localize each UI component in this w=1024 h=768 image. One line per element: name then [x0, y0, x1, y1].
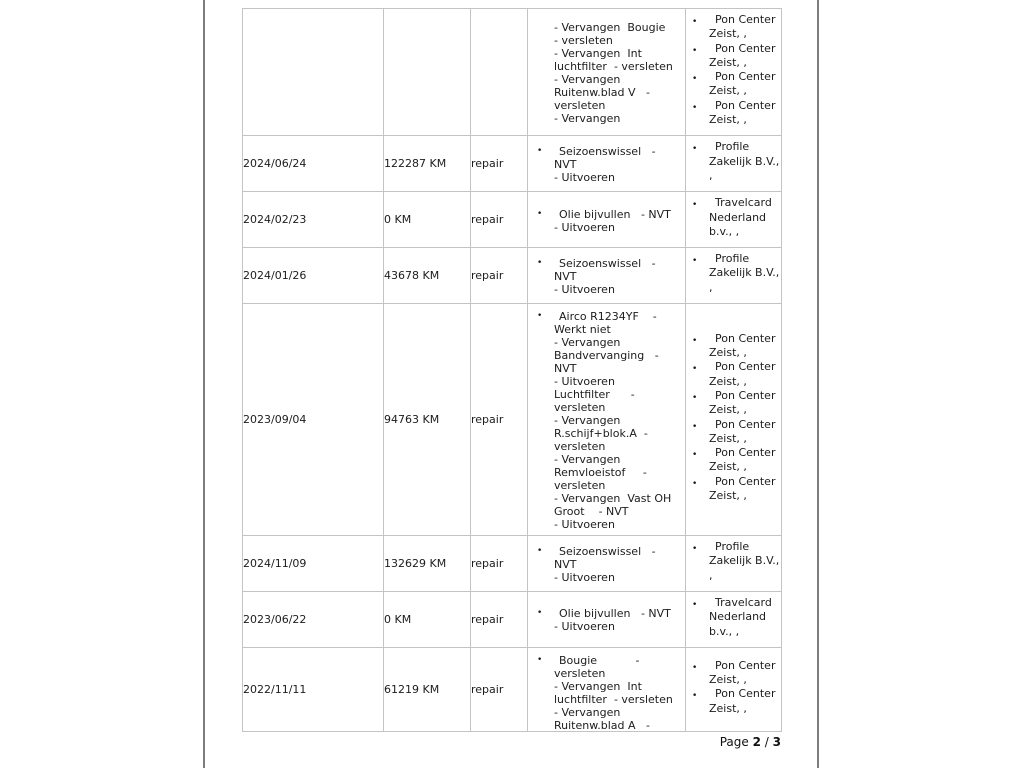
current-page: 2 — [752, 734, 761, 749]
description-line: Ruitenw.blad A - — [554, 718, 650, 731]
description-line: - Uitvoeren — [554, 620, 615, 634]
cell-mileage — [384, 9, 471, 136]
bullet-icon: • — [692, 17, 698, 27]
description-line: Seizoenswissel - — [559, 544, 656, 558]
description-line: Seizoenswissel - — [559, 145, 656, 159]
company-item — [686, 332, 780, 361]
cell-description — [528, 304, 686, 536]
description-line: versleten — [554, 440, 606, 454]
company-item — [686, 99, 780, 128]
company-name: Pon Center Zeist, , — [709, 687, 776, 715]
bullet-icon: • — [692, 335, 698, 346]
company-item — [686, 140, 780, 183]
description-item — [528, 601, 685, 637]
description-line: - versleten — [554, 34, 613, 48]
cell-mileage: 61219 KM — [384, 647, 471, 731]
cell-date: 2023/09/04 — [243, 304, 384, 536]
bullet-icon: • — [537, 258, 543, 269]
company-name: Travelcard Nederland b.v., , — [709, 595, 772, 638]
cell-date: 2024/06/24 — [243, 136, 384, 192]
description-line: - Vervangen — [554, 453, 621, 467]
company-item — [686, 540, 780, 583]
bullet-icon: • — [692, 392, 698, 403]
company-item — [686, 70, 780, 99]
cell-repair-type: repair — [471, 536, 528, 592]
company-item — [686, 389, 780, 418]
page-label: Page — [719, 734, 749, 749]
cell-date: 2024/02/23 — [243, 192, 384, 248]
page-right-edge — [817, 0, 819, 768]
cell-description — [528, 192, 686, 248]
company-item — [686, 475, 780, 504]
description-line: - Uitvoeren — [554, 283, 615, 297]
description-line: - Uitvoeren — [554, 171, 615, 185]
table-row — [243, 136, 782, 192]
description-item — [528, 648, 685, 731]
cell-mileage: 0 KM — [384, 591, 471, 647]
company-item — [686, 42, 780, 71]
company-item — [686, 659, 780, 688]
company-name: Profile Zakelijk B.V., , — [709, 540, 780, 582]
company-name: Pon Center Zeist, , — [709, 388, 776, 417]
description-line: Airco R1234YF - — [559, 310, 657, 324]
description-item — [528, 139, 685, 188]
company-name: Pon Center Zeist, , — [709, 331, 776, 360]
bullet-icon: • — [537, 545, 543, 556]
cell-repair-type: repair — [471, 591, 528, 647]
description-line: Ruitenw.blad V - — [554, 86, 650, 100]
description-line: luchtfilter - versleten — [554, 692, 673, 706]
cell-company — [686, 591, 782, 647]
description-line: versleten — [554, 479, 606, 493]
description-line: - Vervangen Int — [554, 679, 642, 693]
table-row — [243, 647, 782, 731]
table-row — [243, 591, 782, 647]
cell-description — [528, 536, 686, 592]
page-separator: / — [764, 734, 769, 749]
document-page[interactable] — [205, 0, 817, 768]
description-line: Luchtfilter - — [554, 388, 635, 402]
company-name: Pon Center Zeist, , — [709, 360, 776, 388]
cell-company — [686, 647, 782, 731]
company-name: Profile Zakelijk B.V., , — [709, 140, 780, 182]
description-line: versleten — [554, 99, 606, 113]
cell-date — [243, 9, 384, 136]
bullet-icon: • — [692, 74, 698, 85]
description-item — [528, 539, 685, 588]
bullet-icon: • — [692, 200, 698, 211]
company-name: Pon Center Zeist, , — [709, 41, 776, 69]
table-row — [243, 9, 782, 136]
cell-date: 2024/11/09 — [243, 536, 384, 592]
cell-date: 2023/06/22 — [243, 591, 384, 647]
cell-date: 2024/01/26 — [243, 248, 384, 304]
cell-description — [528, 591, 686, 647]
cell-repair-type: repair — [471, 647, 528, 731]
bullet-icon: • — [537, 208, 543, 219]
cell-company — [686, 9, 782, 136]
cell-mileage: 132629 KM — [384, 536, 471, 592]
description-line: Groot - NVT — [554, 505, 629, 519]
description-line: - Vervangen Int — [554, 47, 642, 61]
page-number — [242, 735, 781, 749]
bullet-icon: • — [692, 256, 698, 267]
description-line: - Vervangen — [554, 336, 621, 350]
bullet-icon: • — [692, 102, 698, 113]
description-line: Bandvervanging - — [554, 349, 659, 363]
description-line: - Vervangen — [554, 705, 621, 719]
cell-mileage: 94763 KM — [384, 304, 471, 536]
description-item — [528, 202, 685, 238]
bullet-icon: • — [692, 544, 698, 555]
bullet-icon: • — [537, 146, 543, 157]
total-pages: 3 — [772, 734, 781, 749]
cell-company — [686, 304, 782, 536]
cell-company — [686, 536, 782, 592]
bullet-icon: • — [692, 691, 698, 702]
company-name: Travelcard Nederland b.v., , — [709, 196, 772, 238]
bullet-icon: • — [692, 599, 698, 610]
table-row — [243, 248, 782, 304]
description-line: Seizoenswissel - — [559, 257, 656, 271]
company-item — [686, 252, 780, 295]
description-line: - Vervangen — [554, 112, 621, 126]
company-item — [686, 446, 780, 475]
description-item — [528, 251, 685, 300]
cell-description — [528, 248, 686, 304]
company-name: Profile Zakelijk B.V., , — [709, 252, 780, 294]
company-item — [686, 13, 780, 42]
company-name: Pon Center Zeist, , — [709, 658, 776, 687]
description-line: - Vervangen — [554, 73, 621, 87]
description-line: - Uitvoeren — [554, 375, 615, 389]
service-history-section — [242, 8, 781, 749]
cell-repair-type — [471, 9, 528, 136]
company-name: Pon Center Zeist, , — [709, 417, 776, 445]
bullet-icon: • — [692, 662, 698, 673]
description-line: Remvloeistof - — [554, 466, 647, 480]
description-line: Bougie - — [559, 653, 640, 667]
description-line: versleten — [554, 666, 606, 680]
cell-company — [686, 248, 782, 304]
company-item — [686, 687, 780, 716]
cell-repair-type: repair — [471, 136, 528, 192]
company-name: Pon Center Zeist, , — [709, 474, 776, 503]
description-line: versleten — [554, 401, 606, 415]
bullet-icon: • — [537, 608, 543, 619]
cell-date: 2022/11/11 — [243, 647, 384, 731]
cell-repair-type: repair — [471, 248, 528, 304]
description-line: NVT — [554, 158, 577, 172]
company-name: Pon Center Zeist, , — [709, 13, 776, 41]
description-line: Olie bijvullen - NVT — [559, 207, 671, 221]
cell-repair-type: repair — [471, 304, 528, 536]
cell-repair-type: repair — [471, 192, 528, 248]
service-history-table — [242, 8, 782, 732]
company-name: Pon Center Zeist, , — [709, 98, 776, 127]
company-item — [686, 196, 780, 239]
bullet-icon: • — [692, 45, 698, 56]
description-line: Olie bijvullen - NVT — [559, 607, 671, 621]
company-item — [686, 360, 780, 389]
description-line: Werkt niet — [554, 323, 611, 337]
cell-description — [528, 9, 686, 136]
description-line: NVT — [554, 270, 577, 284]
description-line: NVT — [554, 557, 577, 571]
description-line: - Vervangen — [554, 414, 621, 428]
bullet-icon: • — [692, 144, 698, 155]
description-line: - Uitvoeren — [554, 570, 615, 584]
cell-company — [686, 192, 782, 248]
description-item — [528, 304, 685, 535]
cell-description — [528, 647, 686, 731]
bullet-icon: • — [537, 654, 543, 665]
bullet-icon: • — [537, 311, 543, 322]
table-row — [243, 536, 782, 592]
cell-mileage: 43678 KM — [384, 248, 471, 304]
table-row — [243, 192, 782, 248]
description-line: NVT — [554, 362, 577, 376]
company-name: Pon Center Zeist, , — [709, 70, 776, 98]
description-line: - Vervangen Vast OH — [554, 492, 672, 506]
description-line: luchtfilter - versleten — [554, 60, 673, 74]
company-name: Pon Center Zeist, , — [709, 446, 776, 474]
description-line: - Vervangen Bougie — [554, 21, 666, 35]
bullet-icon: • — [692, 478, 698, 489]
bullet-icon: • — [692, 450, 698, 461]
bullet-icon: • — [692, 364, 698, 375]
description-item — [528, 15, 685, 129]
table-row — [243, 304, 782, 536]
bullet-icon: • — [692, 421, 698, 432]
cell-company — [686, 136, 782, 192]
description-line: R.schijf+blok.A - — [554, 427, 648, 441]
cell-mileage: 122287 KM — [384, 136, 471, 192]
description-line: - Uitvoeren — [554, 518, 615, 532]
service-table-body — [243, 9, 782, 732]
cell-mileage: 0 KM — [384, 192, 471, 248]
description-line: - Uitvoeren — [554, 220, 615, 234]
company-item — [686, 596, 780, 639]
company-item — [686, 418, 780, 447]
cell-description — [528, 136, 686, 192]
